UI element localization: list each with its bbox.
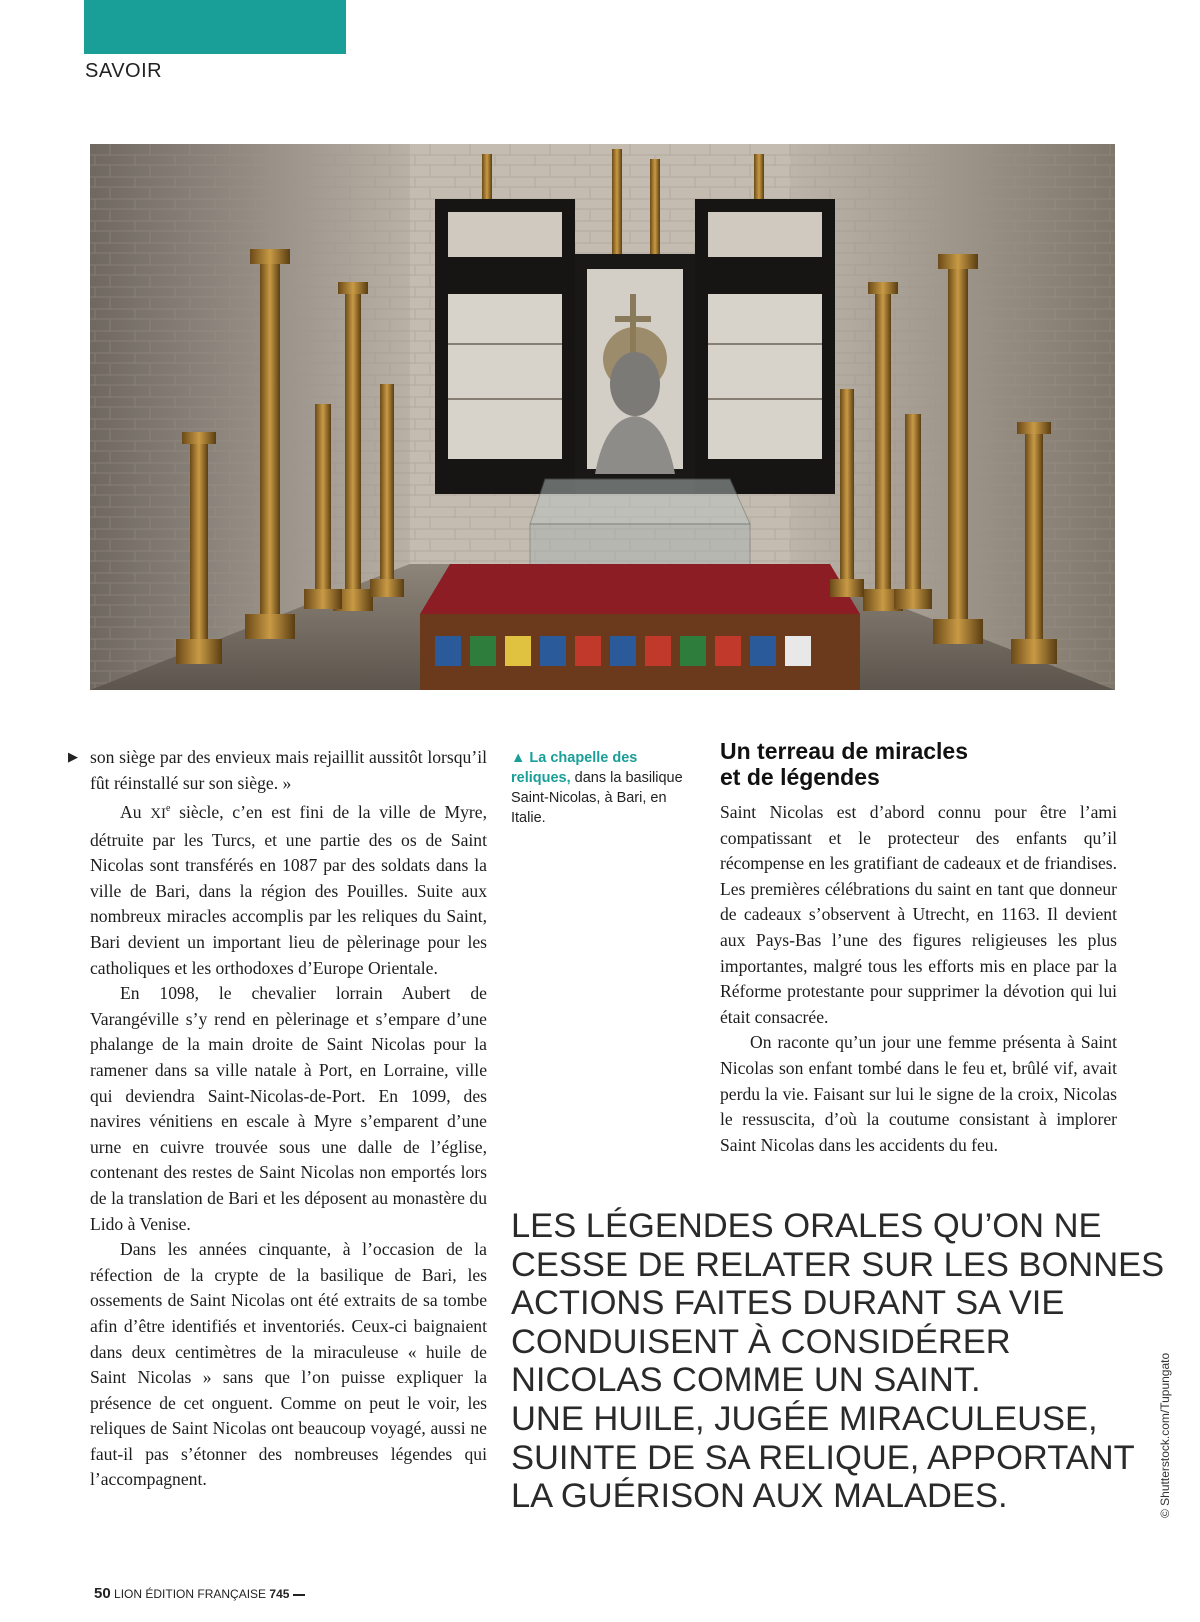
left-paragraph-2 <box>90 796 487 981</box>
left-paragraph-4: Dans les années cinquante, à l’occasion de la réfection de la crypte de la basilique de Bari, les ossements de Saint Nicolas ont été extraits de sa tombe afin d’être identifiés et inventoriés. Ceux-ci baignaient dans deux centimètres de la miraculeuse « huile de Saint Nicolas » sans que l’on puisse expliquer la présence de cet onguent. Comme on peut le voir, les reliques de Saint Nicolas ont beaucoup voyagé, aussi ne faut-il pas s’étonner des nombreuses légendes qui l’accompagnent. <box>90 1239 487 1490</box>
left-paragraph-1: son siège par des envieux mais rejaillit aussitôt lorsqu’il fût réinstallé sur son siège. » <box>90 747 487 793</box>
issue-number: 745 <box>269 1587 290 1601</box>
subheading-line-2: et de légendes <box>720 764 880 790</box>
section-color-bar <box>84 0 346 54</box>
right-paragraph-1: Saint Nicolas est d’abord connu pour être l’ami compatissant et le protecteur des enfants qu’il récompense en les gratifiant de cadeaux et de friandises. Les premières célébrations du saint en tant que donneur de cadeaux s’observent à Utrecht, en 1163. Il devient aux Pays-Bas l’une des figures religieuses les plus importantes, malgré tous les efforts mis en place par la Réforme protestante pour supprimer la dévotion qui lui était consacrée. <box>720 802 1117 1027</box>
continuation-arrow-icon: ▶ <box>68 750 78 765</box>
page-number: 50 <box>94 1585 111 1602</box>
chapel-illustration <box>90 144 1115 690</box>
pull-quote-line: CESSE DE RELATER SUR LES BONNES <box>511 1245 1165 1284</box>
subheading-line-1: Un terreau de miracles <box>720 738 969 764</box>
caption-lead: ▲ La chapelle des reliques, <box>511 750 638 786</box>
pull-quote-line: UNE HUILE, JUGÉE MIRACULEUSE, <box>511 1399 1098 1438</box>
caption-text: dans la basilique Saint-Nicolas, à Bari, en Italie. <box>511 770 683 826</box>
left-paragraph-3: En 1098, le chevalier lorrain Aubert de Varangéville s’y rend en pèlerinage et s’empare d’une phalange de la main droite de Saint Nicolas pour la ramener dans sa ville natale à Port, en Lorraine, ville qui deviendra Saint-Nicolas-de-Port. En 1099, des navires vénitiens en escale à Myre s’emparent d’une urne en cuivre trouvée sous une dalle de l’église, contenant des restes de Saint Nicolas non emportés lors de la translation de Bari et les déposent au monastère du Lido à Venise. <box>90 983 487 1234</box>
footer-rule <box>293 1594 305 1596</box>
photo-caption <box>511 748 701 828</box>
pull-quote-line: LES LÉGENDES ORALES QU’ON NE <box>511 1207 1102 1245</box>
right-text-column <box>720 800 1117 1158</box>
left-text-column <box>90 745 487 1493</box>
century-superscript: e <box>166 803 171 815</box>
left-p2-after: siècle, c’en est fini de la ville de Myre, détruite par les Turcs, et une partie des os de Saint Nicolas sont transférés en 1087 par des soldats dans la ville de Bari, dans la région des Pouilles. Suite aux nombreux miracles accomplis par les reliques du Saint, Bari devient un important lieu de pèlerinage pour les catholiques et les orthodoxes d’Europe Orientale. <box>90 802 487 978</box>
century-numeral: XI <box>150 806 167 823</box>
photo-credit: © Shutterstock.com/Tupungato <box>1158 1352 1172 1518</box>
pull-quote-line: ACTIONS FAITES DURANT SA VIE <box>511 1284 1065 1323</box>
section-subheading <box>720 738 1120 790</box>
right-paragraph-2: On raconte qu’un jour une femme présenta à Saint Nicolas son enfant tombé dans le feu et, brûlé vif, avait perdu la vie. Faisant sur lui le signe de la croix, Nicolas le ressuscita, d’où la coutume consistant à implorer Saint Nicolas dans les accidents du feu. <box>720 1032 1117 1155</box>
left-p2-before: Au <box>120 802 151 823</box>
pull-quote-line: LA GUÉRISON AUX MALADES. <box>511 1477 1008 1516</box>
chapel-relics-photo <box>90 144 1115 690</box>
pull-quote-line: NICOLAS COMME UN SAINT. <box>511 1361 981 1400</box>
page-footer <box>94 1585 305 1602</box>
pull-quote-line: SUINTE DE SA RELIQUE, APPORTANT <box>511 1438 1135 1477</box>
pull-quote-line: CONDUISENT À CONSIDÉRER <box>511 1322 1011 1361</box>
section-label: SAVOIR <box>85 60 163 82</box>
magazine-name: LION ÉDITION FRANÇAISE <box>114 1587 267 1601</box>
pull-quote <box>511 1207 1165 1516</box>
